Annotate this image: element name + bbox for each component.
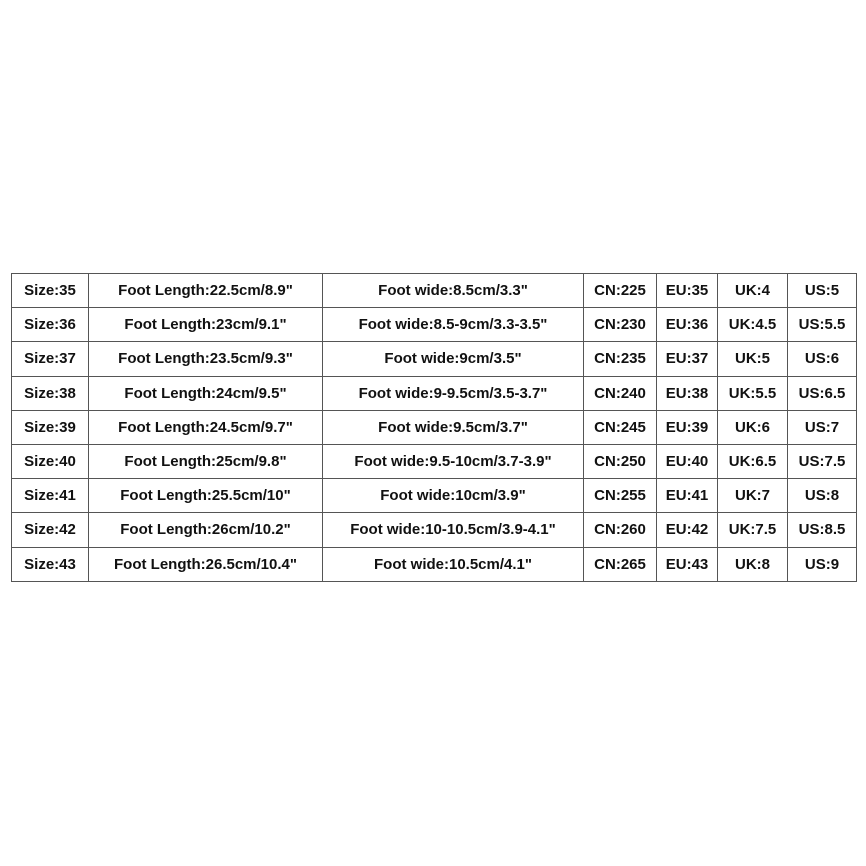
table-row	[12, 513, 857, 547]
table-row	[12, 376, 857, 410]
cn-size-cell: CN:240	[584, 376, 657, 410]
size-cell: Size:42	[12, 513, 89, 547]
uk-size-cell: UK:5.5	[718, 376, 788, 410]
us-size-cell: US:5	[788, 274, 857, 308]
foot-length-cell: Foot Length:25.5cm/10"	[89, 479, 323, 513]
us-size-cell: US:8	[788, 479, 857, 513]
uk-size-cell: UK:6	[718, 410, 788, 444]
foot-width-cell: Foot wide:9cm/3.5"	[323, 342, 584, 376]
foot-width-cell: Foot wide:10cm/3.9"	[323, 479, 584, 513]
us-size-cell: US:7	[788, 410, 857, 444]
cn-size-cell: CN:230	[584, 308, 657, 342]
eu-size-cell: EU:40	[657, 444, 718, 478]
cn-size-cell: CN:235	[584, 342, 657, 376]
cn-size-cell: CN:250	[584, 444, 657, 478]
table-row	[12, 274, 857, 308]
eu-size-cell: EU:39	[657, 410, 718, 444]
foot-length-cell: Foot Length:23cm/9.1"	[89, 308, 323, 342]
us-size-cell: US:6.5	[788, 376, 857, 410]
eu-size-cell: EU:43	[657, 547, 718, 581]
foot-width-cell: Foot wide:9-9.5cm/3.5-3.7"	[323, 376, 584, 410]
size-cell: Size:43	[12, 547, 89, 581]
us-size-cell: US:7.5	[788, 444, 857, 478]
foot-length-cell: Foot Length:25cm/9.8"	[89, 444, 323, 478]
foot-width-cell: Foot wide:8.5cm/3.3"	[323, 274, 584, 308]
foot-width-cell: Foot wide:9.5-10cm/3.7-3.9"	[323, 444, 584, 478]
us-size-cell: US:8.5	[788, 513, 857, 547]
cn-size-cell: CN:260	[584, 513, 657, 547]
foot-width-cell: Foot wide:9.5cm/3.7"	[323, 410, 584, 444]
size-cell: Size:35	[12, 274, 89, 308]
table-row	[12, 479, 857, 513]
foot-length-cell: Foot Length:24.5cm/9.7"	[89, 410, 323, 444]
eu-size-cell: EU:42	[657, 513, 718, 547]
cn-size-cell: CN:255	[584, 479, 657, 513]
foot-length-cell: Foot Length:23.5cm/9.3"	[89, 342, 323, 376]
foot-width-cell: Foot wide:10.5cm/4.1"	[323, 547, 584, 581]
table-row	[12, 444, 857, 478]
foot-width-cell: Foot wide:10-10.5cm/3.9-4.1"	[323, 513, 584, 547]
foot-width-cell: Foot wide:8.5-9cm/3.3-3.5"	[323, 308, 584, 342]
eu-size-cell: EU:36	[657, 308, 718, 342]
uk-size-cell: UK:6.5	[718, 444, 788, 478]
size-cell: Size:39	[12, 410, 89, 444]
us-size-cell: US:9	[788, 547, 857, 581]
foot-length-cell: Foot Length:26.5cm/10.4"	[89, 547, 323, 581]
eu-size-cell: EU:38	[657, 376, 718, 410]
size-cell: Size:36	[12, 308, 89, 342]
uk-size-cell: UK:7	[718, 479, 788, 513]
eu-size-cell: EU:35	[657, 274, 718, 308]
uk-size-cell: UK:4	[718, 274, 788, 308]
us-size-cell: US:6	[788, 342, 857, 376]
cn-size-cell: CN:265	[584, 547, 657, 581]
foot-length-cell: Foot Length:26cm/10.2"	[89, 513, 323, 547]
size-cell: Size:41	[12, 479, 89, 513]
uk-size-cell: UK:7.5	[718, 513, 788, 547]
table-row	[12, 308, 857, 342]
size-chart-table	[11, 273, 857, 582]
size-cell: Size:40	[12, 444, 89, 478]
table-row	[12, 410, 857, 444]
uk-size-cell: UK:8	[718, 547, 788, 581]
cn-size-cell: CN:245	[584, 410, 657, 444]
table-row	[12, 547, 857, 581]
uk-size-cell: UK:5	[718, 342, 788, 376]
us-size-cell: US:5.5	[788, 308, 857, 342]
size-cell: Size:38	[12, 376, 89, 410]
eu-size-cell: EU:37	[657, 342, 718, 376]
foot-length-cell: Foot Length:22.5cm/8.9"	[89, 274, 323, 308]
cn-size-cell: CN:225	[584, 274, 657, 308]
uk-size-cell: UK:4.5	[718, 308, 788, 342]
foot-length-cell: Foot Length:24cm/9.5"	[89, 376, 323, 410]
size-cell: Size:37	[12, 342, 89, 376]
eu-size-cell: EU:41	[657, 479, 718, 513]
table-row	[12, 342, 857, 376]
